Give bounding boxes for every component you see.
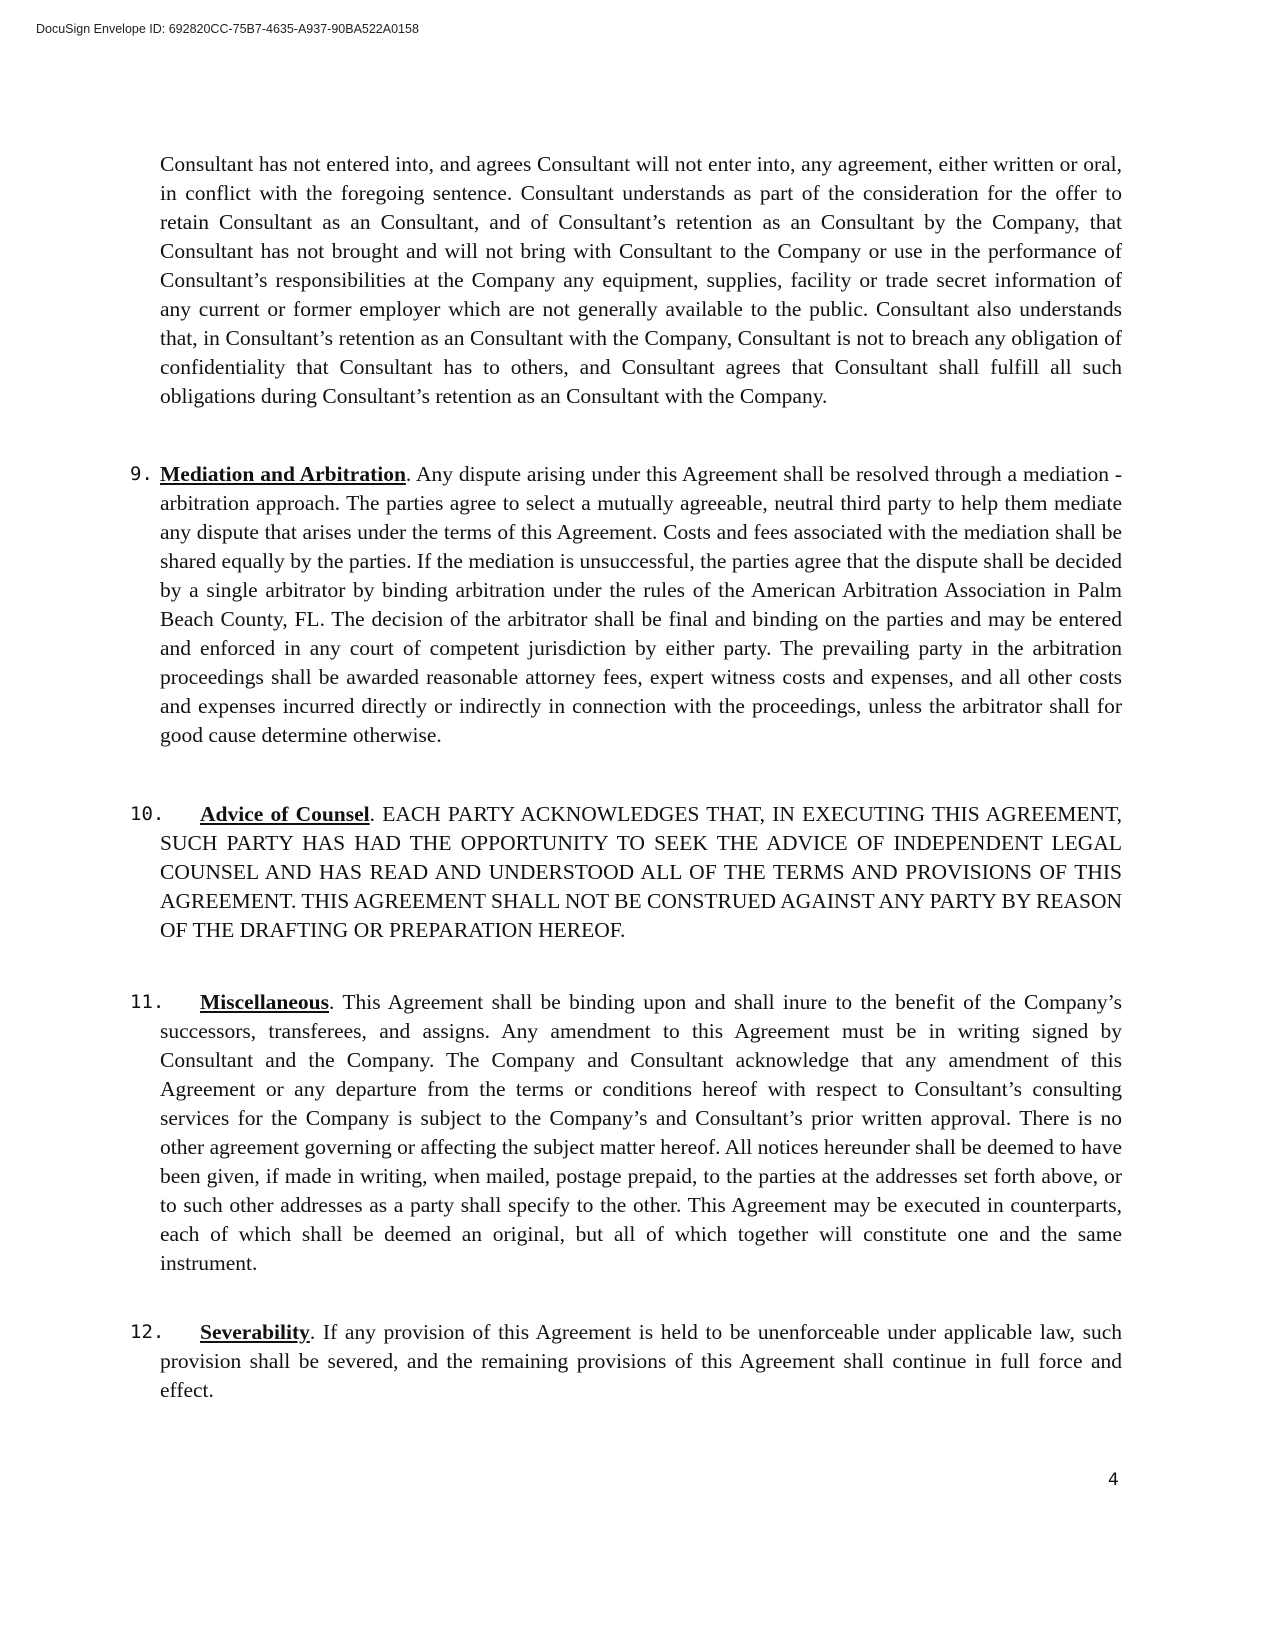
page-number: 4 bbox=[1108, 1470, 1119, 1490]
continuation-paragraph: Consultant has not entered into, and agrees Consultant will not enter into, any agreement, either written or oral, in conflict with the foregoing sentence. Consultant understands as part of the consideration for the offer to retain Consultant as an Consultant, and of Consultant’s retention as an Consultant by the Company, that Consultant has not brought and will not bring with Consultant to the Company or use in the performance of Consultant’s responsibilities at the Company any equipment, supplies, facility or trade secret information of any current or former employer which are not generally available to the public. Consultant also understands that, in Consultant’s retention as an Consultant with the Company, Consultant is not to breach any obligation of confidentiality that Consultant has to others, and Consultant agrees that Consultant shall fulfill all such obligations during Consultant’s retention as an Consultant with the Company. bbox=[160, 152, 1122, 408]
docusign-envelope-id: DocuSign Envelope ID: 692820CC-75B7-4635-A937-90BA522A0158 bbox=[36, 22, 419, 36]
section-9-number: 9. bbox=[130, 463, 153, 485]
section-12-heading: Severability bbox=[200, 1320, 310, 1344]
section-11-paragraph bbox=[160, 988, 1122, 1278]
section-9-body: . Any dispute arising under this Agreement shall be resolved through a mediation - arbitration approach. The parties agree to select a mutually agreeable, neutral third party to help them mediate any dispute that arises under the terms of this Agreement. Costs and fees associated with the mediation shall be shared equally by the parties. If the mediation is unsuccessful, the parties agree that the dispute shall be decided by a single arbitrator by binding arbitration under the rules of the American Arbitration Association in Palm Beach County, FL. The decision of the arbitrator shall be final and binding on the parties and may be entered and enforced in any court of competent jurisdiction by either party. The prevailing party in the arbitration proceedings shall be awarded reasonable attorney fees, expert witness costs and expenses, and all other costs and expenses incurred directly or indirectly in connection with the proceedings, unless the arbitrator shall for good cause determine otherwise. bbox=[160, 462, 1122, 747]
section-10-heading: Advice of Counsel bbox=[200, 802, 370, 826]
section-10-paragraph bbox=[160, 800, 1122, 945]
section-9-heading: Mediation and Arbitration bbox=[160, 462, 406, 486]
section-10-number: 10. bbox=[130, 803, 165, 825]
section-11-heading: Miscellaneous bbox=[200, 990, 329, 1014]
section-12-body: . If any provision of this Agreement is held to be unenforceable under applicable law, such provision shall be severed, and the remaining provisions of this Agreement shall continue in full force and effect. bbox=[160, 1320, 1122, 1402]
section-12-paragraph bbox=[160, 1318, 1122, 1405]
section-11-number: 11. bbox=[130, 991, 165, 1013]
section-9-paragraph bbox=[160, 460, 1122, 750]
section-10-body: . EACH PARTY ACKNOWLEDGES THAT, IN EXECUTING THIS AGREEMENT, SUCH PARTY HAS HAD THE OPPORTUNITY TO SEEK THE ADVICE OF INDEPENDENT LEGAL COUNSEL AND HAS READ AND UNDERSTOOD ALL OF THE TERMS AND PROVISIONS OF THIS AGREEMENT. THIS AGREEMENT SHALL NOT BE CONSTRUED AGAINST ANY PARTY BY REASON OF THE DRAFTING OR PREPARATION HEREOF. bbox=[160, 802, 1122, 942]
section-11-body: . This Agreement shall be binding upon and shall inure to the benefit of the Company’s successors, transferees, and assigns. Any amendment to this Agreement must be in writing signed by Consultant and the Company. The Company and Consultant acknowledge that any amendment of this Agreement or any departure from the terms or conditions hereof with respect to Consultant’s consulting services for the Company is subject to the Company’s and Consultant’s prior written approval. There is no other agreement governing or affecting the subject matter hereof. All notices hereunder shall be deemed to have been given, if made in writing, when mailed, postage prepaid, to the parties at the addresses set forth above, or to such other addresses as a party shall specify to the other. This Agreement may be executed in counterparts, each of which shall be deemed an original, but all of which together will constitute one and the same instrument. bbox=[160, 990, 1122, 1275]
section-12-number: 12. bbox=[130, 1321, 165, 1343]
